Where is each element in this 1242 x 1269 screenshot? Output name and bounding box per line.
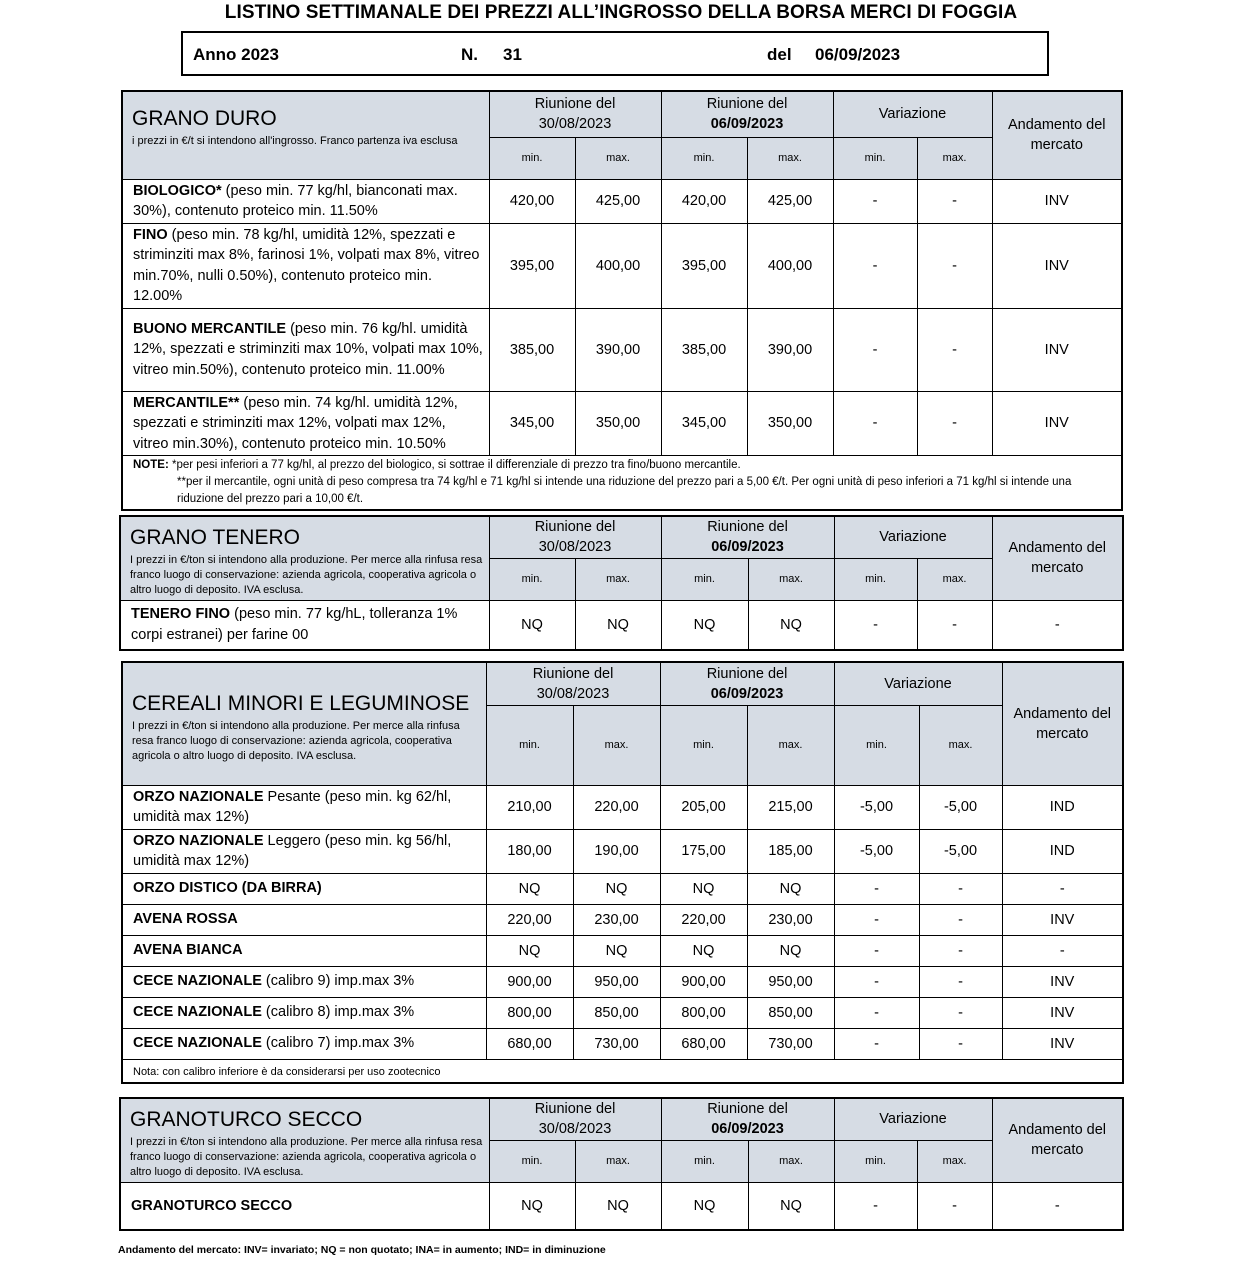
- year-label: Anno 2023: [193, 45, 279, 64]
- product-name-bold: CECE NAZIONALE: [133, 1004, 262, 1021]
- cell-var-max: -5,00: [919, 829, 1002, 873]
- cell-cur-max: 185,00: [747, 829, 834, 873]
- cell-cur-min: 345,00: [661, 391, 747, 456]
- cell-var-min: -5,00: [834, 829, 919, 873]
- cell-andamento: IND: [1002, 785, 1123, 829]
- cell-andamento: INV: [1002, 1028, 1123, 1059]
- col-label: Riunione del: [707, 1101, 788, 1118]
- cell-cur-min: 385,00: [661, 308, 747, 391]
- date-label: del: [767, 45, 792, 64]
- product-name: [122, 829, 486, 873]
- cell-prev-min: 395,00: [489, 223, 575, 308]
- product-spec: (peso min. 77 kg/hl, bianconati max. 30%), contenuto proteico min. 11.50%: [133, 182, 458, 219]
- cell-cur-max: 230,00: [747, 904, 834, 935]
- cell-prev-min: 420,00: [489, 179, 575, 223]
- section-header: [122, 91, 489, 179]
- col-cur-meeting: [661, 91, 833, 137]
- col-min: min.: [834, 705, 919, 785]
- section-note: I prezzi in €/ton si intendono alla produzione. Per merce alla rinfusa resa franco luogo di conservazione: azienda agricola, cooperativa agricola o altro luogo di deposito. IVA esclusa.: [132, 720, 460, 762]
- cell-cur-max: 950,00: [747, 966, 834, 997]
- col-andamento: Andamento del mercato: [992, 516, 1123, 600]
- col-min: min.: [834, 1140, 917, 1182]
- product-name: [122, 873, 486, 904]
- date-value: 06/09/2023: [815, 45, 901, 64]
- col-date: 30/08/2023: [538, 116, 612, 133]
- product-spec: (calibro 9) imp.max 3%: [261, 973, 415, 990]
- cell-var-min: -5,00: [834, 785, 919, 829]
- product-name-bold: GRANOTURCO SECCO: [131, 1197, 293, 1214]
- cell-prev-max: 190,00: [573, 829, 660, 873]
- section-note: i prezzi in €/t si intendono all'ingrosso. Franco partenza iva esclusa: [132, 135, 458, 147]
- note-1: *per pesi inferiori a 77 kg/hl, al prezzo del biologico, si sottrae il differenziale di prezzo tra fino/buono mercantile.: [168, 459, 741, 471]
- product-name: [122, 223, 489, 308]
- product-name: [122, 308, 489, 391]
- col-date: 30/08/2023: [538, 1121, 612, 1138]
- col-max: max.: [575, 1140, 661, 1182]
- product-name: [122, 391, 489, 456]
- table-row: [122, 829, 1123, 873]
- cell-andamento: INV: [992, 391, 1122, 456]
- cell-andamento: INV: [1002, 966, 1123, 997]
- note-2: **per il mercantile, ogni unità di peso compresa tra 74 kg/hl e 71 kg/hl si intende una riduzione del prezzo pari a 5,00 €/t. Per ogni unità di peso inferiori a 71 kg/hl si intende una riduzione del prezzo pari a 10,00 €/t.: [177, 476, 1072, 505]
- section-note: I prezzi in €/ton si intendono alla produzione. Per merce alla rinfusa resa franco luogo di conservazione: azienda agricola, cooperativa agricola o altro luogo di deposito. IVA esclusa.: [130, 554, 483, 596]
- col-label: Riunione del: [706, 96, 788, 113]
- product-spec: (calibro 7) imp.max 3%: [261, 1035, 415, 1052]
- cell-var-max: -: [917, 1182, 992, 1230]
- product-name-bold: CECE NAZIONALE: [133, 973, 262, 990]
- cell-var-max: -: [917, 179, 992, 223]
- table-row: [122, 935, 1123, 966]
- cell-cur-min: 420,00: [661, 179, 747, 223]
- col-label: Riunione del: [532, 665, 614, 682]
- cell-cur-max: 390,00: [747, 308, 833, 391]
- cell-prev-max: NQ: [573, 935, 660, 966]
- cell-var-min: -: [834, 600, 917, 650]
- table-row: [122, 966, 1123, 997]
- cell-var-min: -: [833, 223, 917, 308]
- granoturco-secco-table: [119, 1097, 1124, 1231]
- product-name: [122, 904, 486, 935]
- col-variazione: Variazione: [834, 516, 992, 558]
- product-spec: (peso min. 76 kg/hl. umidità 12%, spezzati e striminziti max 10%, volpati max 10%, vitreo min.50%), contenuto proteico min. 11.00%: [133, 320, 483, 378]
- cell-andamento: INV: [992, 308, 1122, 391]
- product-name-bold: FINO: [133, 226, 168, 243]
- cell-cur-max: NQ: [748, 1182, 834, 1230]
- cell-cur-min: NQ: [660, 873, 747, 904]
- table-row: [122, 904, 1123, 935]
- col-max: max.: [919, 705, 1002, 785]
- col-date: 06/09/2023: [711, 1121, 784, 1138]
- col-max: max.: [575, 558, 661, 600]
- col-min: min.: [489, 137, 575, 179]
- product-name: [122, 1028, 486, 1059]
- product-name: [122, 179, 489, 223]
- cell-cur-min: 175,00: [660, 829, 747, 873]
- cell-var-max: -: [917, 223, 992, 308]
- cell-cur-min: 800,00: [660, 997, 747, 1028]
- col-cur-meeting: [661, 516, 834, 558]
- grano-tenero-table: [119, 515, 1124, 651]
- col-min: min.: [661, 558, 748, 600]
- section-title: GRANOTURCO SECCO: [130, 1108, 363, 1131]
- cell-prev-min: NQ: [486, 873, 573, 904]
- bulletin-info-box: [181, 31, 1049, 76]
- section-header: [120, 1098, 489, 1182]
- col-variazione: Variazione: [834, 662, 1002, 705]
- section-title: GRANO TENERO: [130, 526, 300, 549]
- cell-prev-min: 900,00: [486, 966, 573, 997]
- cell-prev-max: NQ: [575, 1182, 661, 1230]
- col-label: Riunione del: [534, 1101, 616, 1118]
- page-title: LISTINO SETTIMANALE DEI PREZZI ALL’INGROSSO DELLA BORSA MERCI DI FOGGIA: [224, 2, 1018, 23]
- col-max: max.: [748, 558, 834, 600]
- product-spec: (peso min. 74 kg/hl. umidità 12%, spezzati e striminziti max 12%, volpati max 12%, vitreo min.30%), contenuto proteico min. 10.50%: [133, 394, 458, 452]
- cell-prev-max: 850,00: [573, 997, 660, 1028]
- col-variazione: Variazione: [834, 1098, 992, 1140]
- col-cur-meeting: [661, 1098, 834, 1140]
- section-title: CEREALI MINORI E LEGUMINOSE: [132, 692, 470, 715]
- cell-andamento: INV: [1002, 904, 1123, 935]
- cell-cur-max: NQ: [747, 873, 834, 904]
- col-label: Riunione del: [706, 665, 788, 682]
- cell-var-max: -: [919, 1028, 1002, 1059]
- col-max: max.: [917, 558, 992, 600]
- col-label: Riunione del: [534, 96, 616, 113]
- product-name: [122, 966, 486, 997]
- cell-cur-min: 205,00: [660, 785, 747, 829]
- table-row: [122, 785, 1123, 829]
- col-min: min.: [660, 705, 747, 785]
- table-row: [122, 179, 1122, 223]
- grano-duro-table: [121, 90, 1123, 511]
- col-min: min.: [833, 137, 917, 179]
- cell-var-min: -: [834, 935, 919, 966]
- cell-var-max: -: [919, 904, 1002, 935]
- product-name-bold: BIOLOGICO*: [133, 182, 222, 199]
- col-min: min.: [834, 558, 917, 600]
- col-max: max.: [917, 137, 992, 179]
- cell-cur-max: NQ: [748, 600, 834, 650]
- section-header: [122, 662, 486, 785]
- cell-cur-max: 215,00: [747, 785, 834, 829]
- cell-andamento: INV: [1002, 997, 1123, 1028]
- cell-andamento: -: [992, 600, 1123, 650]
- product-name-bold: AVENA BIANCA: [133, 942, 243, 959]
- section-title: GRANO DURO: [132, 107, 277, 130]
- col-max: max.: [575, 137, 661, 179]
- cell-var-min: -: [834, 1028, 919, 1059]
- cell-cur-min: 220,00: [660, 904, 747, 935]
- product-spec: (peso min. 78 kg/hl, umidità 12%, spezzati e striminziti max 8%, farinosi 1%, volpati max 8%, vitreo min.70%, nulli 0.50%), contenuto proteico min. 12.00%: [133, 226, 480, 304]
- cell-andamento: -: [992, 1182, 1123, 1230]
- cell-prev-max: 950,00: [573, 966, 660, 997]
- cell-prev-min: 680,00: [486, 1028, 573, 1059]
- cell-cur-max: 425,00: [747, 179, 833, 223]
- cell-cur-min: NQ: [661, 1182, 748, 1230]
- col-date: 06/09/2023: [710, 116, 784, 133]
- col-andamento: Andamento del mercato: [1002, 662, 1123, 785]
- cell-prev-min: 345,00: [489, 391, 575, 456]
- product-name-bold: ORZO NAZIONALE: [133, 788, 264, 805]
- cell-prev-max: 350,00: [575, 391, 661, 456]
- product-spec: (calibro 8) imp.max 3%: [261, 1004, 415, 1021]
- product-spec: Pesante (peso min. kg 62/hl, umidità max 12%): [133, 788, 452, 825]
- cell-cur-min: 900,00: [660, 966, 747, 997]
- cell-prev-max: 730,00: [573, 1028, 660, 1059]
- cell-andamento: INV: [992, 179, 1122, 223]
- col-max: max.: [573, 705, 660, 785]
- cell-cur-max: NQ: [747, 935, 834, 966]
- col-prev-meeting: [489, 91, 661, 137]
- product-name: [120, 600, 489, 650]
- cell-var-min: -: [833, 179, 917, 223]
- cell-prev-min: 180,00: [486, 829, 573, 873]
- cell-andamento: -: [1002, 935, 1123, 966]
- cell-prev-max: 230,00: [573, 904, 660, 935]
- product-name-bold: BUONO MERCANTILE: [133, 320, 287, 337]
- cell-var-max: -: [917, 308, 992, 391]
- product-name-bold: TENERO FINO: [131, 606, 231, 623]
- cell-cur-max: 730,00: [747, 1028, 834, 1059]
- cell-var-max: -: [919, 966, 1002, 997]
- product-spec: (peso min. 77 kg/hL, tolleranza 1% corpi estranei) per farine 00: [131, 606, 458, 643]
- cell-var-min: -: [834, 997, 919, 1028]
- cell-var-min: -: [834, 873, 919, 904]
- cereali-minori-table: [121, 661, 1124, 1084]
- cell-prev-min: 800,00: [486, 997, 573, 1028]
- table-row: [122, 308, 1122, 391]
- cell-prev-max: 425,00: [575, 179, 661, 223]
- col-max: max.: [747, 137, 833, 179]
- col-prev-meeting: [489, 516, 661, 558]
- col-max: max.: [747, 705, 834, 785]
- product-name-bold: ORZO DISTICO (DA BIRRA): [133, 880, 322, 897]
- table-row: [122, 1028, 1123, 1059]
- cell-prev-max: NQ: [573, 873, 660, 904]
- cell-cur-max: 850,00: [747, 997, 834, 1028]
- cell-prev-min: 385,00: [489, 308, 575, 391]
- cell-var-min: -: [834, 904, 919, 935]
- product-name-bold: MERCANTILE**: [133, 394, 240, 411]
- table-row: [122, 223, 1122, 308]
- number-label: N.: [461, 45, 478, 64]
- col-date: 30/08/2023: [536, 685, 610, 702]
- table-row: [122, 391, 1122, 456]
- cell-cur-min: 395,00: [661, 223, 747, 308]
- cell-var-max: -5,00: [919, 785, 1002, 829]
- cell-var-min: -: [833, 308, 917, 391]
- cell-prev-max: 390,00: [575, 308, 661, 391]
- col-label: Riunione del: [707, 519, 788, 536]
- product-name: [122, 935, 486, 966]
- cell-var-max: -: [919, 997, 1002, 1028]
- notes-label: NOTE:: [133, 459, 169, 471]
- cell-andamento: INV: [992, 223, 1122, 308]
- col-max: max.: [748, 1140, 834, 1182]
- cell-andamento: IND: [1002, 829, 1123, 873]
- cell-cur-min: 680,00: [660, 1028, 747, 1059]
- cell-prev-min: 220,00: [486, 904, 573, 935]
- product-spec: Leggero (peso min. kg 56/hl, umidità max 12%): [133, 832, 452, 869]
- product-name-bold: ORZO NAZIONALE: [133, 832, 264, 849]
- market-legend: Andamento del mercato: INV= invariato; NQ = non quotato; INA= in aumento; IND= in diminuzione: [118, 1244, 606, 1256]
- product-name: [120, 1182, 489, 1230]
- col-andamento: Andamento del mercato: [992, 1098, 1123, 1182]
- col-andamento: Andamento del mercato: [992, 91, 1122, 179]
- table-row: [122, 997, 1123, 1028]
- cell-var-min: -: [833, 391, 917, 456]
- cell-var-max: -: [917, 391, 992, 456]
- table-row: [120, 600, 1123, 650]
- cell-prev-max: NQ: [575, 600, 661, 650]
- col-min: min.: [489, 1140, 575, 1182]
- cell-prev-min: NQ: [486, 935, 573, 966]
- footnote-cell: Nota: con calibro inferiore è da considerarsi per uso zootecnico: [122, 1059, 1123, 1083]
- col-max: max.: [917, 1140, 992, 1182]
- cell-prev-max: 400,00: [575, 223, 661, 308]
- col-date: 06/09/2023: [711, 539, 784, 556]
- product-name-bold: CECE NAZIONALE: [133, 1035, 262, 1052]
- col-min: min.: [486, 705, 573, 785]
- cell-var-min: -: [834, 966, 919, 997]
- section-note: I prezzi in €/ton si intendono alla produzione. Per merce alla rinfusa resa franco luogo di conservazione: azienda agricola, cooperativa agricola o altro luogo di deposito. IVA esclusa.: [130, 1136, 483, 1178]
- cell-var-max: -: [917, 600, 992, 650]
- notes-cell: [122, 456, 1122, 511]
- cell-var-max: -: [919, 873, 1002, 904]
- cell-cur-min: NQ: [661, 600, 748, 650]
- col-prev-meeting: [489, 1098, 661, 1140]
- cell-cur-min: NQ: [660, 935, 747, 966]
- cell-var-min: -: [834, 1182, 917, 1230]
- cell-prev-min: 210,00: [486, 785, 573, 829]
- col-date: 30/08/2023: [538, 539, 612, 556]
- col-min: min.: [661, 137, 747, 179]
- cell-andamento: -: [1002, 873, 1123, 904]
- col-variazione: Variazione: [833, 91, 992, 137]
- product-name: [122, 785, 486, 829]
- col-min: min.: [489, 558, 575, 600]
- product-name-bold: AVENA ROSSA: [133, 911, 238, 928]
- col-label: Riunione del: [534, 519, 616, 536]
- col-cur-meeting: [660, 662, 834, 705]
- section-header: [120, 516, 489, 600]
- product-name: [122, 997, 486, 1028]
- table-row: [120, 1182, 1123, 1230]
- number-value: 31: [503, 45, 522, 64]
- cell-prev-min: NQ: [489, 1182, 575, 1230]
- cell-cur-max: 400,00: [747, 223, 833, 308]
- cell-var-max: -: [919, 935, 1002, 966]
- col-prev-meeting: [486, 662, 660, 705]
- cell-cur-max: 350,00: [747, 391, 833, 456]
- table-row: [122, 873, 1123, 904]
- cell-prev-max: 220,00: [573, 785, 660, 829]
- col-min: min.: [661, 1140, 748, 1182]
- cell-prev-min: NQ: [489, 600, 575, 650]
- col-date: 06/09/2023: [710, 685, 784, 702]
